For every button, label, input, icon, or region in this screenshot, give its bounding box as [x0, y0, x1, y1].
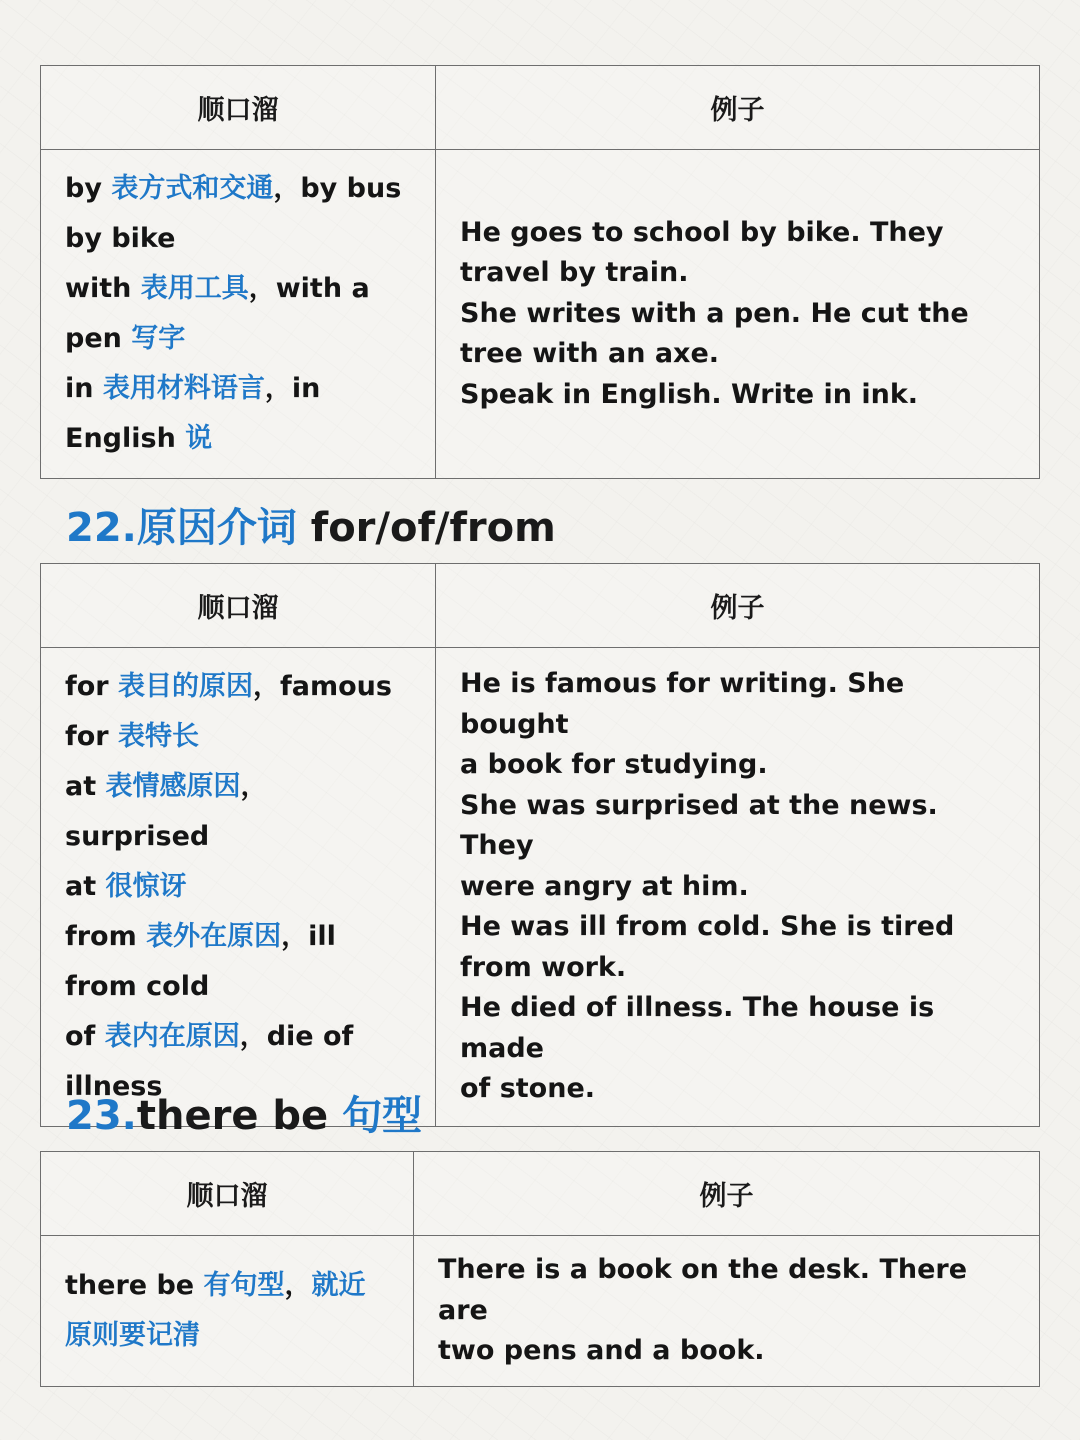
example-cell — [414, 1236, 1040, 1387]
section-title-cn: 原因介词 — [136, 505, 297, 551]
rhyme-line — [65, 314, 411, 364]
table-row — [41, 648, 1040, 1127]
rhyme-text: from cold — [65, 971, 210, 1002]
rhyme-keyword: 很惊讶 — [105, 871, 187, 902]
example-line: He was ill from cold. She is tired — [460, 911, 955, 943]
rhyme-keyword: 表特长 — [118, 721, 200, 752]
rhyme-cell — [41, 648, 436, 1127]
rhyme-keyword: 有句型 — [203, 1269, 285, 1301]
rhyme-line — [65, 712, 411, 762]
example-line: There is a book on the desk. There are — [438, 1254, 968, 1326]
rhyme-text: of — [65, 1021, 105, 1052]
section-heading-22 — [66, 496, 556, 553]
rhyme-line — [65, 164, 411, 214]
example-line: a book for studying. — [460, 749, 768, 781]
header-example: 例子 — [414, 1152, 1040, 1236]
rhyme-text: English — [65, 423, 186, 454]
rhyme-keyword: 写字 — [131, 323, 186, 354]
rhyme-text: ，ill — [281, 921, 336, 952]
header-example: 例子 — [436, 66, 1040, 150]
rhyme-text: from — [65, 921, 147, 952]
example-line: tree with an axe. — [460, 338, 720, 370]
example-line: were angry at him. — [460, 870, 749, 902]
rhyme-text: with — [65, 273, 141, 304]
rhyme-text: ，surprised — [65, 771, 268, 852]
example-line: two pens and a book. — [438, 1335, 765, 1366]
example-line: She was surprised at the news. They — [460, 789, 938, 862]
table-header-row — [41, 1152, 1040, 1236]
rhyme-keyword: 表内在原因 — [104, 1021, 240, 1052]
rhyme-keyword: 表情感原因 — [105, 771, 241, 802]
example-line: He died of illness. The house is made — [460, 992, 935, 1064]
section-title-cn: 句型 — [342, 1093, 423, 1139]
rhyme-text: for — [65, 671, 119, 702]
table-header-row — [41, 564, 1040, 648]
rhyme-cell — [41, 1236, 414, 1387]
rhyme-text: in — [65, 373, 103, 404]
rhyme-line — [65, 414, 411, 464]
rhyme-text: ，in — [264, 373, 321, 404]
example-line: He goes to school by bike. They — [460, 216, 944, 248]
header-rhyme: 顺口溜 — [41, 66, 436, 150]
rhyme-line — [65, 962, 411, 1012]
rhyme-line — [65, 762, 411, 862]
rhyme-line — [65, 1012, 411, 1062]
header-rhyme: 顺口溜 — [41, 1152, 414, 1236]
rhyme-keyword: 表用工具 — [140, 273, 249, 304]
rhyme-keyword: 表目的原因 — [118, 671, 254, 702]
header-rhyme: 顺口溜 — [41, 564, 436, 648]
rhyme-line — [65, 264, 411, 314]
rhyme-line — [65, 1261, 389, 1311]
example-cell — [436, 648, 1040, 1127]
rhyme-text: ，by bus — [273, 173, 402, 204]
rhyme-line — [65, 214, 411, 264]
section-title-en: there be — [136, 1093, 343, 1139]
rhyme-line — [65, 862, 411, 912]
rhyme-keyword: 说 — [185, 423, 213, 454]
rhyme-text: at — [65, 771, 106, 802]
rhyme-keyword: 表外在原因 — [146, 921, 282, 952]
example-line: Speak in English. Write in ink. — [460, 378, 919, 410]
rhyme-text: ，famous — [253, 671, 392, 702]
rhyme-line — [65, 1311, 389, 1361]
section-heading-23 — [66, 1084, 422, 1141]
rhyme-text: ，die of — [239, 1021, 354, 1052]
section-number: 23. — [66, 1093, 137, 1139]
rhyme-text: ，with a — [248, 273, 370, 304]
example-cell — [436, 150, 1040, 479]
rhyme-text: ， — [284, 1269, 312, 1301]
table-there-be — [40, 1151, 1040, 1387]
rhyme-keyword: 表方式和交通 — [111, 173, 274, 204]
example-line: from work. — [460, 951, 627, 983]
rhyme-line — [65, 912, 411, 962]
rhyme-keyword: 就近 — [311, 1269, 366, 1301]
rhyme-keyword: 原则要记清 — [65, 1319, 200, 1351]
section-number: 22. — [66, 505, 137, 551]
example-line: He is famous for writing. She bought — [460, 668, 905, 740]
rhyme-text: pen — [65, 323, 132, 354]
example-line: of stone. — [460, 1073, 596, 1105]
example-line: travel by train. — [460, 257, 689, 289]
table-row — [41, 150, 1040, 479]
rhyme-line — [65, 364, 411, 414]
example-line: She writes with a pen. He cut the — [460, 297, 969, 329]
rhyme-text: by bike — [65, 223, 176, 254]
rhyme-text: at — [65, 871, 106, 902]
header-example: 例子 — [436, 564, 1040, 648]
table-row — [41, 1236, 1040, 1387]
rhyme-text: illness — [65, 1071, 163, 1102]
rhyme-text: by — [65, 173, 112, 204]
rhyme-text: there be — [65, 1269, 204, 1301]
table-prepositions-manner — [40, 65, 1040, 479]
rhyme-cell — [41, 150, 436, 479]
rhyme-keyword: 表用材料语言 — [102, 373, 265, 404]
section-title-en: for/of/from — [296, 505, 556, 551]
rhyme-text: for — [65, 721, 119, 752]
table-header-row — [41, 66, 1040, 150]
rhyme-line — [65, 662, 411, 712]
table-prepositions-cause — [40, 563, 1040, 1127]
